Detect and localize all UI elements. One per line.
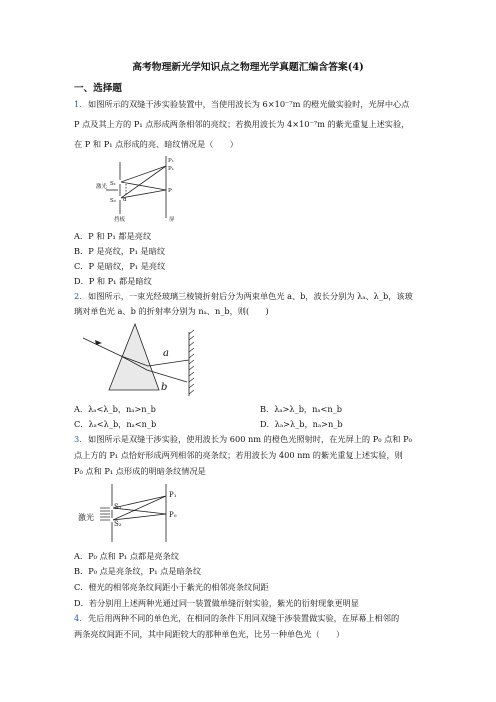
q2-line-1: 如图所示，一束光经玻璃三棱镜折射后分为两束单色光 a、b，波长分别为 λₐ、λ_b，该玻 (88, 291, 413, 301)
q1-number: 1. (74, 99, 82, 109)
q4-line-2: 两条亮纹间距不同，其中间距较大的那种单色光，比另一种单色光（ ） (74, 629, 345, 639)
section-heading: 一、选择题 (74, 83, 122, 94)
q3-option-b: B．P₀ 点是亮条纹，P₁ 点是暗条纹 (74, 566, 202, 576)
q3-line-2: 点上方的 P₁ 点恰好形成两列相邻的亮条纹；若用波长为 400 nm 的紫光重复上述实验，则 (74, 450, 403, 460)
q2-fig-a: a (163, 348, 169, 359)
q3-fig-p1: P₁ (169, 491, 177, 499)
q1-fig-p: P (168, 188, 172, 194)
q3-line-3: P₀ 点和 P₁ 点形成的明暗条纹情况是 (74, 466, 206, 476)
q1-double-slit-figure (94, 154, 188, 224)
q3-fig-laser: 激光 (78, 513, 94, 522)
q3-option-c: C．橙光的相邻亮条纹间距小于紫光的相邻亮条纹间距 (74, 582, 269, 592)
q1-fig-board: 挡板 (114, 217, 126, 223)
q1-fig-p1: P₁ (168, 158, 174, 164)
q2-prism-figure (77, 320, 212, 400)
q1-fig-s2: S₂ (110, 198, 116, 204)
q2-option-b: B．λₐ>λ_b，nₐ<n_b (260, 404, 343, 414)
q4-line-1: 先后用两种不同的单色光，在相同的条件下用同双缝干涉装置做实验，在屏幕上相邻的 (88, 613, 400, 623)
q1-fig-laser: 激光 (96, 184, 108, 190)
q2-option-a: A．λₐ<λ_b，nₐ>n_b (74, 404, 156, 414)
q3-line-1: 如图所示是双缝干涉实验，使用波长为 600 nm 的橙色光照射时，在光屏上的 P₀ 点和 P₀ (88, 434, 412, 444)
q1-fig-p1b: P₁ (168, 166, 174, 172)
q2-option-c: C．λₐ<λ_b，nₐ<n_b (74, 419, 157, 429)
q3-option-d: D．若分别用上述两种光通过同一装置做单缝衍射实验，紫光的衍射现象更明显 (74, 598, 359, 608)
q1-option-b: B．P 是亮纹，P₁ 是暗纹 (74, 246, 166, 256)
q3-option-a: A．P₀ 点和 P₁ 点都是亮条纹 (74, 551, 179, 561)
q2-number: 2. (74, 291, 82, 301)
q2-fig-b: b (161, 382, 168, 393)
q1-fig-d: d (123, 197, 127, 203)
q3-fig-s2: S₂ (114, 520, 122, 528)
q3-fig-p0: P₀ (169, 511, 177, 519)
q1-fig-screen: 屏 (169, 217, 175, 223)
q3-double-slit-figure (76, 482, 186, 544)
q4-number: 4. (74, 613, 82, 623)
page-title: 高考物理新光学知识点之物理光学真题汇编含答案(4) (132, 62, 364, 73)
q3-number: 3. (74, 434, 82, 444)
q2-option-d: D．λₐ>λ_b，nₐ>n_b (260, 419, 343, 429)
q2-line-2: 璃对单色光 a、b 的折射率分别为 nₐ、n_b，则( ) (74, 306, 269, 316)
q1-option-d: D．P 和 P₁ 都是暗纹 (74, 276, 152, 286)
q1-option-c: C．P 是暗纹，P₁ 是亮纹 (74, 261, 166, 271)
q1-line-3: 在 P 和 P₁ 点形成的亮、暗纹情况是（ ） (74, 139, 238, 149)
q1-fig-s1: S₁ (110, 181, 116, 187)
q3-fig-s1: S₁ (114, 503, 122, 511)
q1-line-2: P 点及其上方的 P₁ 点形成两条相邻的亮纹；若换用波长为 4×10⁻⁷m 的紫光重复上述实验， (74, 119, 410, 129)
q1-line-1: 如图所示的双缝干涉实验装置中，当使用波长为 6×10⁻⁷m 的橙光做实验时，光屏中心点 (88, 99, 410, 109)
q1-option-a: A．P 和 P₁ 都是亮纹 (74, 231, 152, 241)
